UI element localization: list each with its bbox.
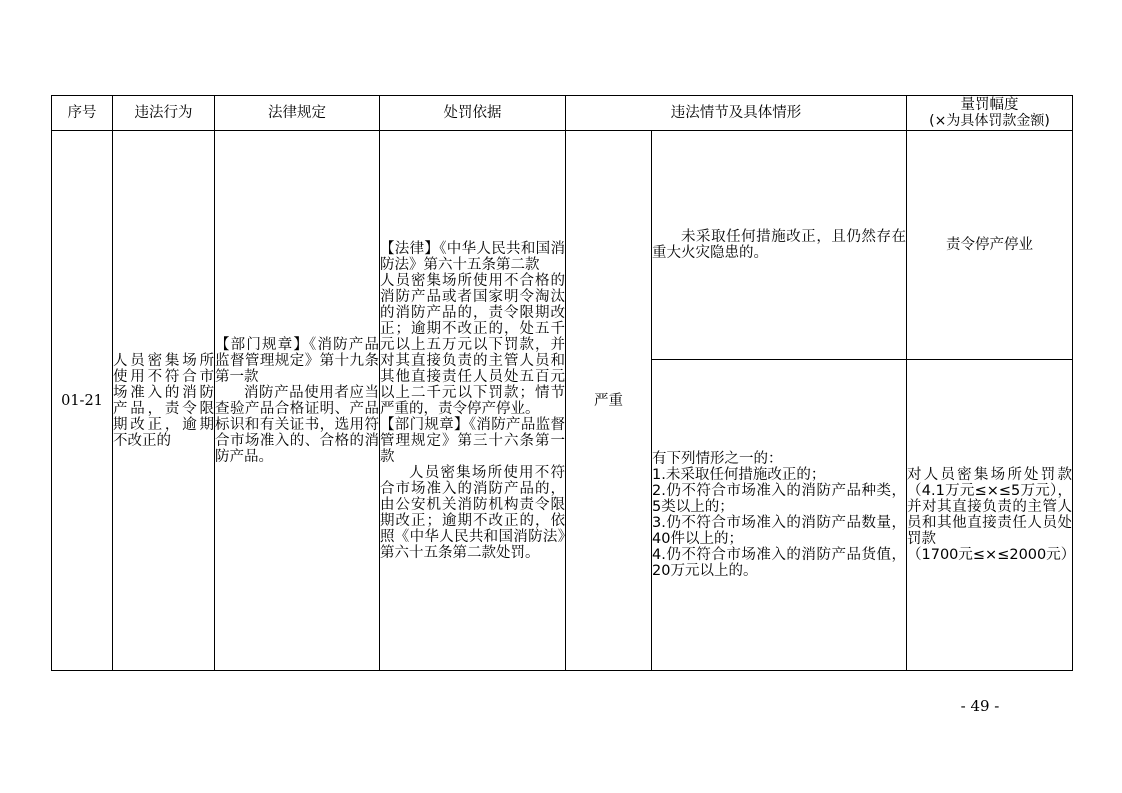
penalty-basis-rule-text: 人员密集场所使用不符合市场准入的消防产品的，由公安机关消防机构责令限期改正；逾期不改正的，依照《中华人民共和国消防法》第六十五条第二款处罚。 — [380, 464, 565, 561]
case-2-circumstance — [652, 360, 907, 671]
header-legal-basis: 法律规定 — [215, 96, 380, 131]
row-legal-basis — [215, 131, 380, 671]
case-1-circumstance — [652, 131, 907, 360]
table-row — [52, 131, 1073, 360]
penalty-basis-law-title: 【法律】《中华人民共和国消防法》第六十五条第二款 — [380, 240, 565, 273]
row-severity: 严重 — [566, 131, 652, 671]
case-1-intro: 未采取任何措施改正，且仍然存在重大火灾隐患的。 — [652, 229, 906, 261]
case-2-penalty-range: （1700元≤×≤2000元） — [907, 547, 1076, 563]
case-2-intro: 有下列情形之一的： — [652, 451, 783, 467]
case-2-penalty — [907, 360, 1076, 671]
header-penalty-range — [907, 96, 1073, 131]
header-seq: 序号 — [52, 96, 113, 131]
legal-basis-text: 消防产品使用者应当查验产品合格证明、产品标识和有关证书，选用符合市场准入的、合格的消防产品。 — [215, 384, 379, 465]
header-penalty-range-title: 量罚幅度 — [960, 97, 1019, 113]
header-penalty-basis: 处罚依据 — [380, 96, 566, 131]
case-2-item-3: 3.仍不符合市场准入的消防产品数量，40件以上的； — [652, 515, 906, 547]
header-penalty-range-note: (×为具体罚款金额) — [929, 113, 1050, 129]
header-circumstances: 违法情节及具体情形 — [566, 96, 907, 131]
penalty-basis-rule-title: 【部门规章】《消防产品监督管理规定》第三十六条第一款 — [380, 416, 565, 465]
penalty-basis-law-text: 人员密集场所使用不合格的消防产品或者国家明令淘汰的消防产品的，责令限期改正；逾期不改正的，处五千元以上五万元以下罚款，并对其直接负责的主管人员和其他直接责任人员处五百元以上二千元以下罚款；情节严重的，责令停产停业。 — [380, 272, 565, 417]
row-penalty-basis — [380, 131, 566, 671]
header-violation: 违法行为 — [113, 96, 215, 131]
page-number: - 49 - — [960, 697, 1000, 715]
case-2-item-1: 1.未采取任何措施改正的； — [652, 467, 826, 483]
case-2-item-2: 2.仍不符合市场准入的消防产品种类，5类以上的； — [652, 483, 906, 515]
case-1-penalty: 责令停产停业 — [907, 131, 1073, 360]
case-2-penalty-text: 对人员密集场所处罚款（4.1万元≤×≤5万元），并对其直接负责的主管人员和其他直接责任人员处罚款 — [907, 467, 1072, 547]
row-violation: 人员密集场所使用不符合市场准入的消防产品，责令限期改正，逾期不改正的 — [113, 131, 215, 671]
case-2-item-4: 4.仍不符合市场准入的消防产品货值，20万元以上的。 — [652, 547, 906, 579]
header-row — [52, 96, 1073, 131]
row-seq: 01-21 — [52, 131, 113, 671]
legal-basis-title: 【部门规章】《消防产品监督管理规定》第十九条第一款 — [215, 336, 379, 385]
penalty-standard-table — [51, 95, 1076, 671]
